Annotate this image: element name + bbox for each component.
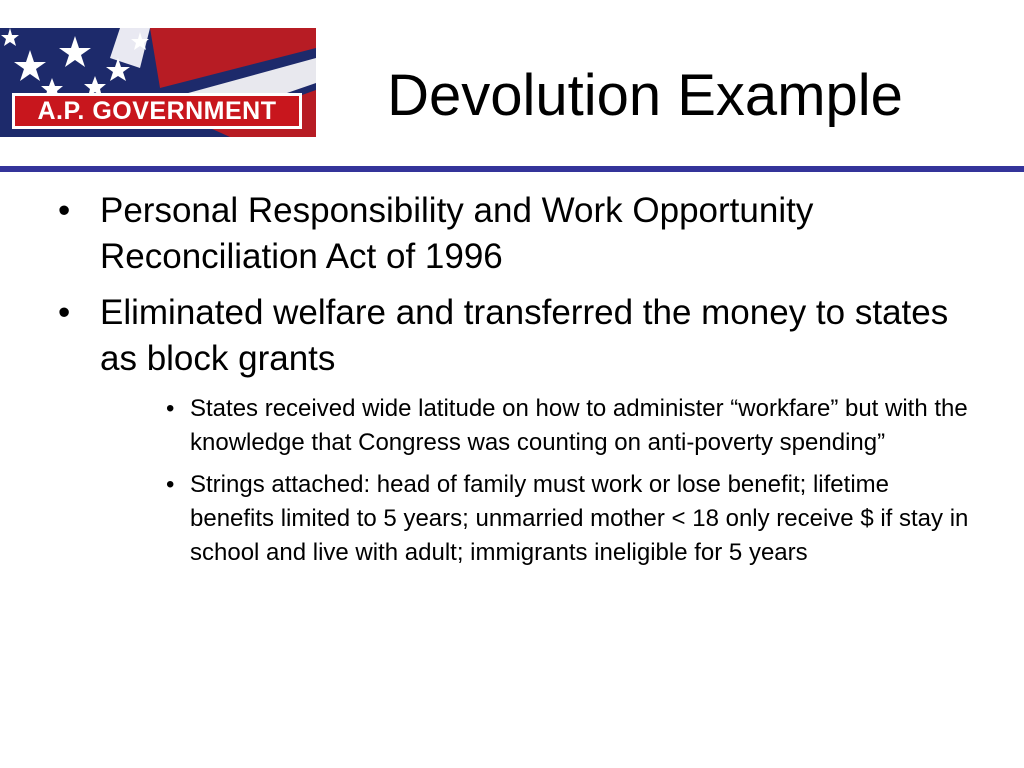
bullet-text: Eliminated welfare and transferred the money to states as block grants: [100, 293, 949, 378]
slide-title: Devolution Example: [387, 63, 903, 128]
sub-bullet-dot: •: [166, 395, 175, 422]
bullet-item: [58, 290, 980, 382]
bullet-item: [58, 188, 980, 280]
sub-bullet-text: Strings attached: head of family must work or lose benefit; lifetime benefits limited to 5 years; unmarried mother < 18 only receive $ if stay in school and live with adult; immigrants ineligible for 5 years: [190, 471, 969, 566]
bullet-dot: •: [58, 191, 71, 230]
logo-banner: [12, 93, 302, 129]
sub-bullet-item: [166, 468, 970, 570]
ap-government-logo: [0, 28, 316, 137]
sub-bullet-dot: •: [166, 471, 175, 498]
sub-bullet-item: [166, 392, 970, 460]
logo-text: A.P. GOVERNMENT: [37, 96, 277, 125]
bullet-dot: •: [58, 293, 71, 332]
bullet-text: Personal Responsibility and Work Opportunity Reconciliation Act of 1996: [100, 191, 814, 276]
slide-content: [0, 188, 1024, 578]
title-divider: [0, 166, 1024, 172]
sub-bullet-text: States received wide latitude on how to administer “workfare” but with the knowledge that Congress was counting on anti-poverty spending”: [190, 395, 968, 456]
